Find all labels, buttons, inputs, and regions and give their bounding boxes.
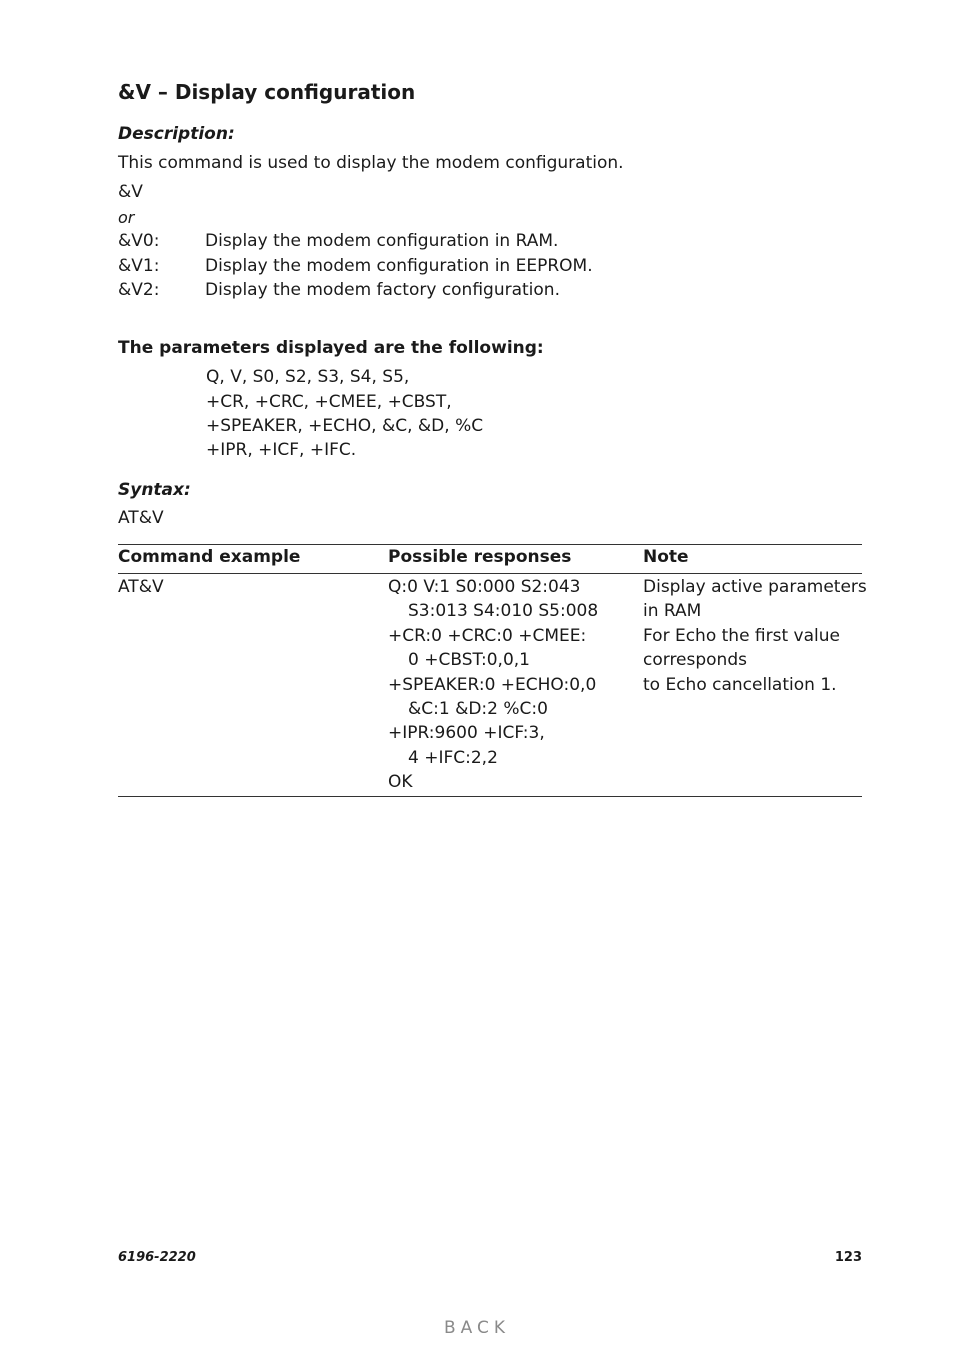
cell-responses xyxy=(388,575,598,795)
params-line: +CR, +CRC, +CMEE, +CBST, xyxy=(206,392,452,412)
option-row xyxy=(118,231,558,251)
response-line: &C:1 &D:2 %C:0 xyxy=(408,699,548,720)
option-row xyxy=(118,256,593,276)
syntax-label: Syntax: xyxy=(118,480,191,500)
syntax-text: AT&V xyxy=(118,508,164,528)
note-line: in RAM xyxy=(643,601,702,622)
page-number: 123 xyxy=(834,1250,862,1265)
header-responses: Possible responses xyxy=(388,547,572,567)
option-code: &V1: xyxy=(118,256,160,276)
response-line: 4 +IFC:2,2 xyxy=(408,747,498,768)
response-line: 0 +CBST:0,0,1 xyxy=(408,650,530,671)
params-line: +SPEAKER, +ECHO, &C, &D, %C xyxy=(206,416,484,436)
option-text: Display the modem configuration in EEPROM. xyxy=(205,256,593,276)
or-text: or xyxy=(118,208,135,227)
params-heading: The parameters displayed are the following: xyxy=(118,338,544,358)
note-line: to Echo cancellation 1. xyxy=(643,674,837,695)
doc-number: 6196-2220 xyxy=(118,1250,196,1265)
option-row xyxy=(118,280,560,300)
note-line: Display active parameters xyxy=(643,577,867,597)
params-line: Q, V, S0, S2, S3, S4, S5, xyxy=(206,367,410,387)
params-line: +IPR, +ICF, +IFC. xyxy=(206,440,357,460)
table-header-rule xyxy=(118,573,862,574)
header-note: Note xyxy=(643,547,689,567)
response-line: OK xyxy=(388,772,413,793)
back-link[interactable]: BACK xyxy=(443,1318,510,1338)
option-text: Display the modem configuration in RAM. xyxy=(205,231,559,251)
response-line: +SPEAKER:0 +ECHO:0,0 xyxy=(388,674,597,695)
option-text: Display the modem factory configuration. xyxy=(205,280,560,300)
response-line: +IPR:9600 +ICF:3, xyxy=(388,723,545,744)
option-code: &V0: xyxy=(118,231,160,251)
description-label: Description: xyxy=(118,124,235,144)
note-line: For Echo the first value xyxy=(643,625,840,646)
header-command: Command example xyxy=(118,547,301,567)
cell-note xyxy=(643,575,867,697)
response-line: S3:013 S4:010 S5:008 xyxy=(408,601,599,622)
description-text: This command is used to display the modem configuration. xyxy=(118,153,624,173)
command-basic: &V xyxy=(118,182,143,202)
table-bottom-rule xyxy=(118,796,862,797)
response-line: +CR:0 +CRC:0 +CMEE: xyxy=(388,625,587,646)
option-code: &V2: xyxy=(118,280,160,300)
cell-command: AT&V xyxy=(118,577,164,597)
table-top-rule xyxy=(118,544,862,545)
section-heading: &V – Display configuration xyxy=(118,80,416,104)
response-line: Q:0 V:1 S0:000 S2:043 xyxy=(388,577,581,597)
note-line: corresponds xyxy=(643,650,747,671)
